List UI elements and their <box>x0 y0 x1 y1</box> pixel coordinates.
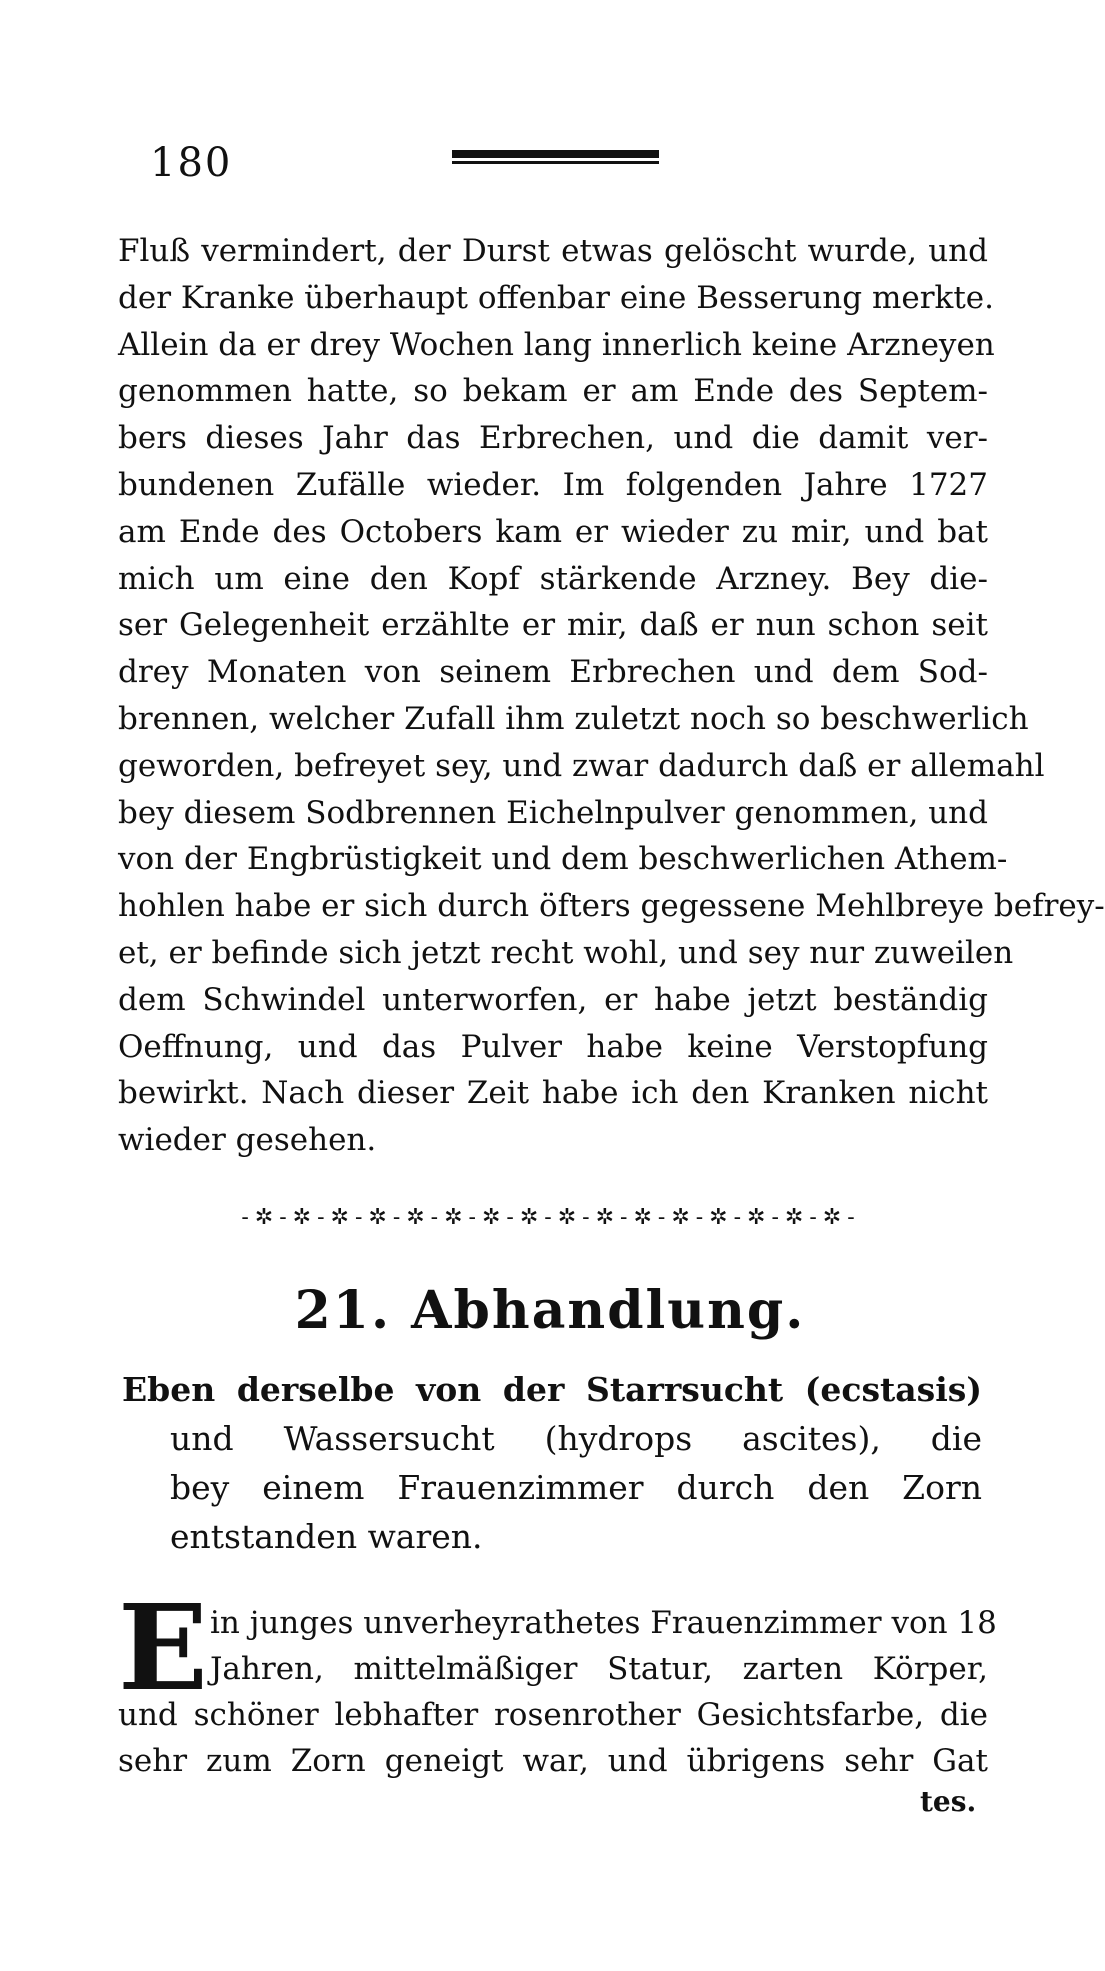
text-line: bey diesem Sodbrennen Eichelnpulver genommen, und <box>118 794 988 831</box>
drop-cap: E <box>118 1578 208 1717</box>
section-subtitle <box>122 1365 982 1561</box>
catchword: tes. <box>920 1785 977 1818</box>
subtitle-line: bey einem Frauenzimmer durch den Zorn <box>170 1468 982 1507</box>
text-line: in junges unverheyrathetes Frauenzimmer von 18 <box>210 1605 997 1641</box>
text-line: mich um eine den Kopf stärkende Arzney. Bey die- <box>118 560 988 597</box>
text-line: ser Gelegenheit erzählte er mir, daß er nun schon seit <box>118 607 988 644</box>
ornament-divider: -✲-✲-✲-✲-✲-✲-✲-✲-✲-✲-✲-✲-✲-✲-✲-✲- <box>241 1205 861 1230</box>
text-line: Fluß vermindert, der Durst etwas gelöscht wurde, und <box>118 233 988 269</box>
text-line: dem Schwindel unterworfen, er habe jetzt beständig <box>118 981 988 1018</box>
text-line: geworden, befreyet sey, und zwar dadurch daß er allemahl <box>118 747 1045 784</box>
body-paragraph-2 <box>118 1578 997 1784</box>
text-line: Oeffnung, und das Pulver habe keine Verstopfung <box>118 1028 988 1065</box>
text-line: von der Engbrüstigkeit und dem beschwerlichen Athem- <box>118 841 1008 878</box>
section-title: 21. Abhandlung. <box>294 1280 806 1341</box>
page-number: 180 <box>150 140 233 186</box>
text-line: hohlen habe er sich durch öfters gegessene Mehlbreye befrey- <box>118 888 1105 925</box>
text-line: et, er befinde sich jetzt recht wohl, und sey nur zuweilen <box>118 934 1014 971</box>
text-line: bundenen Zufälle wieder. Im folgenden Jahre 1727 <box>118 466 988 503</box>
text-line: bewirkt. Nach dieser Zeit habe ich den Kranken nicht <box>118 1075 988 1112</box>
text-line: sehr zum Zorn geneigt war, und übrigens sehr Gat <box>118 1743 988 1779</box>
text-line: bers dieses Jahr das Erbrechen, und die damit ver- <box>118 420 988 457</box>
text-line: Allein da er drey Wochen lang innerlich keine Arzneyen <box>118 326 995 363</box>
subtitle-line: Eben derselbe von der Starrsucht (ecstasis) <box>122 1370 982 1409</box>
text-line: genommen hatte, so bekam er am Ende des Septem- <box>118 373 988 410</box>
text-line: brennen, welcher Zufall ihm zuletzt noch so beschwerlich <box>118 700 1029 737</box>
body-paragraph <box>118 228 1105 1164</box>
subtitle-line: entstanden waren. <box>170 1517 483 1556</box>
text-line: drey Monaten von seinem Erbrechen und dem Sod- <box>118 654 988 691</box>
text-line: der Kranke überhaupt offenbar eine Besserung merkte. <box>118 279 994 316</box>
text-line: wieder gesehen. <box>118 1122 377 1159</box>
text-line: und schöner lebhafter rosenrother Gesichtsfarbe, die <box>118 1697 988 1733</box>
subtitle-line: und Wassersucht (hydrops ascites), die <box>170 1419 982 1458</box>
text-line: Jahren, mittelmäßiger Statur, zarten Körper, <box>210 1651 988 1687</box>
text-line: am Ende des Octobers kam er wieder zu mir, und bat <box>118 513 988 550</box>
header-rule <box>452 150 659 166</box>
